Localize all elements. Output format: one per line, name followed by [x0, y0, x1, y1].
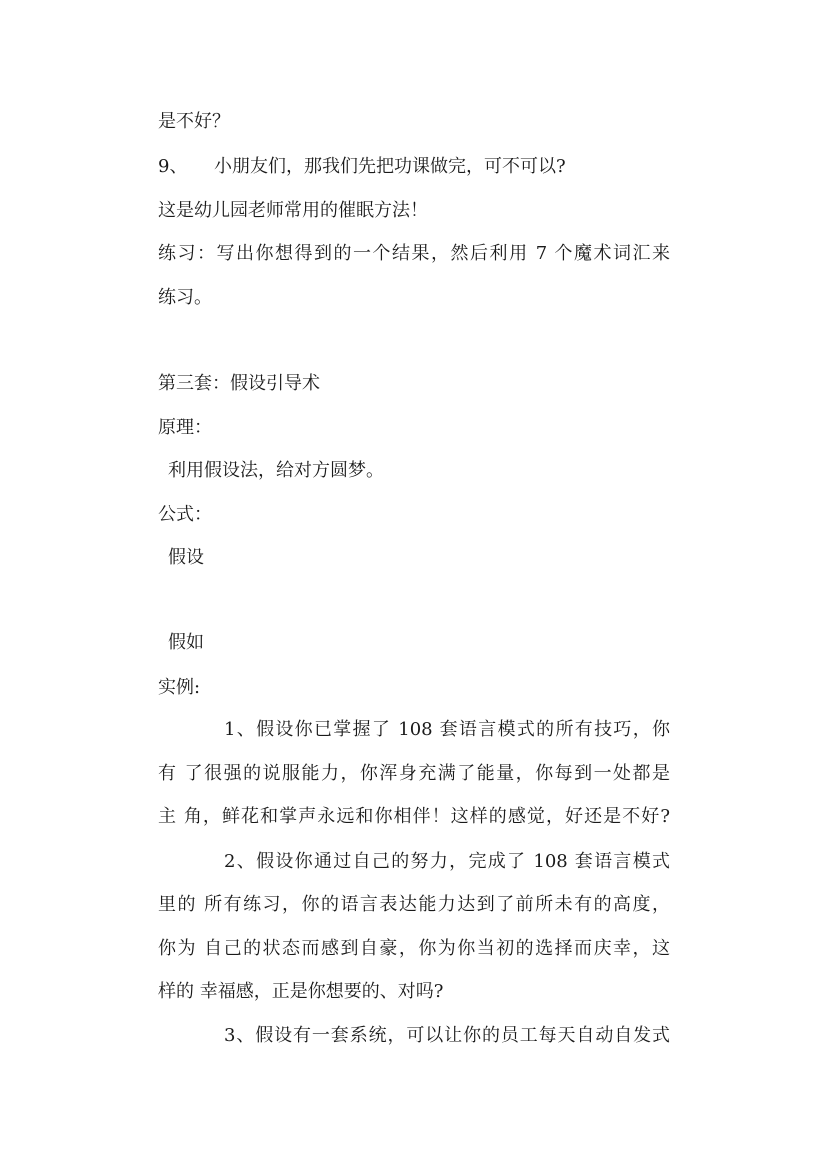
- example-3-line-1: 3、假设有一套系统，可以让你的员工每天自动自发式: [224, 1025, 670, 1046]
- section-heading: 第三套：假设引导术: [158, 373, 320, 394]
- text-line: 练习。: [158, 287, 212, 308]
- text-line: 假如: [168, 632, 204, 653]
- example-1-line-3: 主 角，鲜花和掌声永远和你相伴！这样的感觉，好还是不好?: [158, 806, 670, 827]
- text-line: 小朋友们，那我们先把功课做完，可不可以?: [214, 156, 566, 177]
- text-line: 练习：写出你想得到的一个结果，然后利用 7 个魔术词汇来: [158, 243, 670, 264]
- text-line: 是不好？: [158, 111, 230, 132]
- example-1-line-1: 1、假设你已掌握了 108 套语言模式的所有技巧，你: [224, 719, 670, 740]
- text-line: 利用假设法，给对方圆梦。: [168, 460, 384, 481]
- text-line: 假设: [168, 547, 204, 568]
- example-2-line-1: 2、假设你通过自己的努力，完成了 108 套语言模式: [224, 851, 670, 872]
- example-2-line-2: 里的 所有练习，你的语言表达能力达到了前所未有的高度，: [158, 894, 670, 915]
- text-line: 公式：: [158, 504, 212, 525]
- text-line-item-9: [158, 155, 566, 179]
- example-1-line-2: 有 了很强的说服能力，你浑身充满了能量，你每到一处都是: [158, 763, 670, 784]
- example-2-line-4: 样的 幸福感，正是你想要的、对吗?: [158, 981, 444, 1002]
- text-line: 实例:: [158, 677, 201, 698]
- text-line: 原理：: [158, 417, 212, 438]
- list-number: 9、: [158, 156, 188, 177]
- text-line: 这是幼儿园老师常用的催眠方法！: [158, 200, 428, 221]
- example-2-line-3: 你为 自己的状态而感到自豪，你为你当初的选择而庆幸，这: [158, 938, 670, 959]
